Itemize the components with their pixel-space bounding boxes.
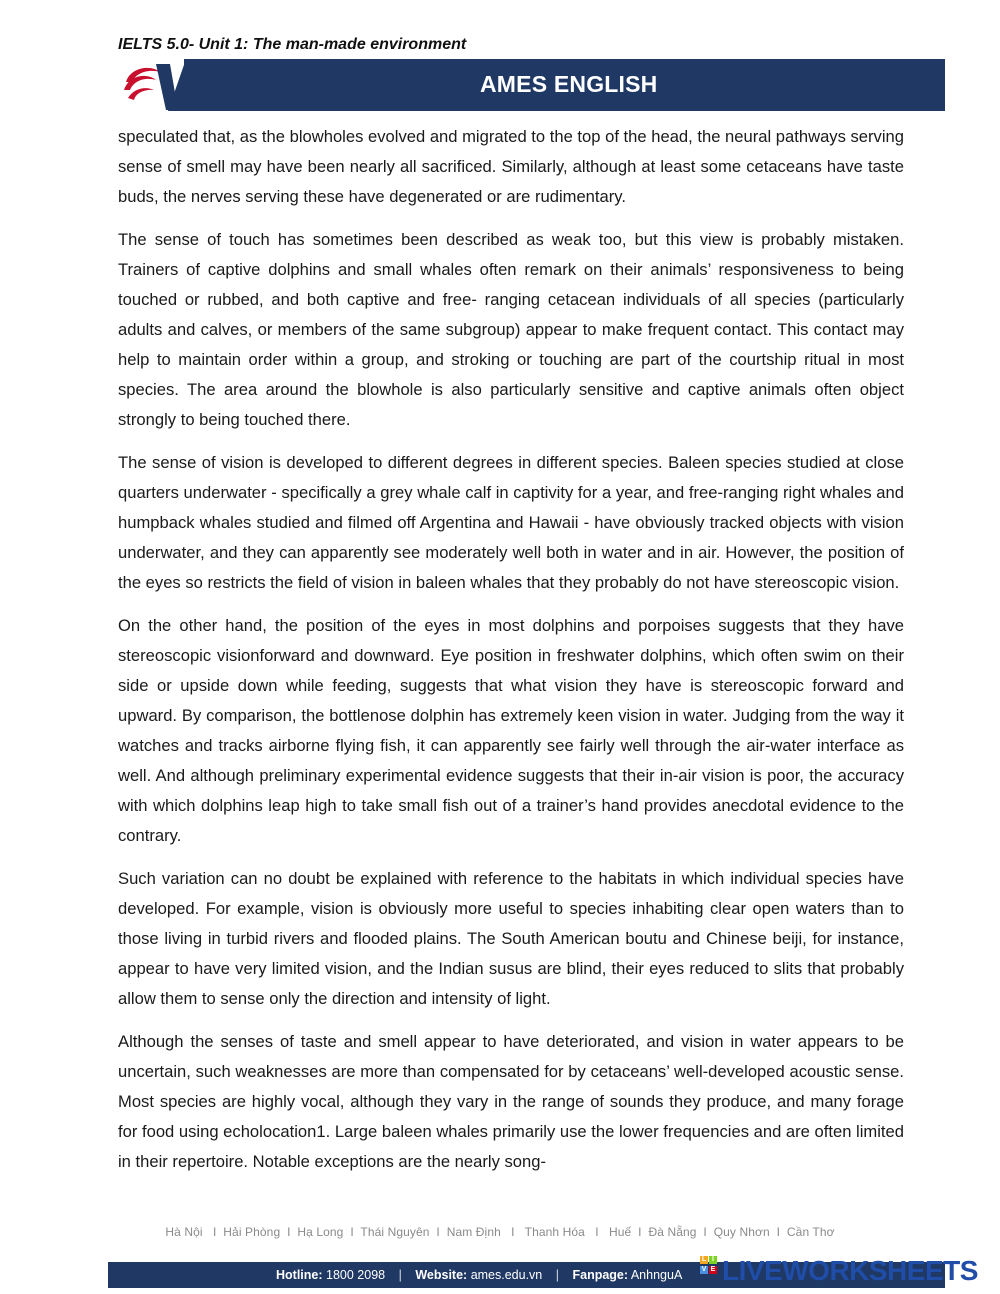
fanpage-link[interactable]: AnhnguA bbox=[630, 1268, 683, 1282]
paragraph: The sense of touch has sometimes been described as weak too, but this view is probably mistaken. Trainers of captive dolphins and small whales often remark on their animals’ responsiveness to being touched or rubbed, and both captive and free- ranging cetacean individuals of all species (particularly adults and calves, or members of the same subgroup) appear to make frequent contact. This contact may help to maintain order within a group, and stroking or touching are part of the courtship ritual in most species. The area around the blowhole is also particularly sensitive and captive animals often object strongly to being touched there. bbox=[118, 230, 904, 429]
hotline-label: Hotline: bbox=[276, 1268, 323, 1282]
city-list: Hà Nội I Hải Phòng I Hạ Long I Thái Nguyên I Nam Định I Thanh Hóa I Huế I Đà Nẵng I Quy Nhơn I Cần Thơ bbox=[165, 1225, 835, 1239]
paragraph: speculated that, as the blowholes evolved and migrated to the top of the head, the neural pathways serving sense of smell may have been nearly all sacrificed. Similarly, although at least some cetaceans have taste buds, the nerves serving these have degenerated or are rudimentary. bbox=[118, 127, 904, 206]
liveworksheets-badge-icon: L I V E bbox=[701, 1256, 716, 1273]
brand-name: AMES ENGLISH bbox=[480, 71, 658, 97]
paragraph: Such variation can no doubt be explained with reference to the habitats in which individual species have developed. For example, vision is obviously more useful to species inhabiting clear open waters than to those living in turbid rivers and flooded plains. The South American boutu and Chinese beiji, for instance, appear to have very limited vision, and the Indian susus are blind, their eyes reduced to slits that probably allow them to sense only the direction and intensity of light. bbox=[118, 869, 904, 1008]
paragraph: Although the senses of taste and smell appear to have deteriorated, and vision in water appears to be uncertain, such weaknesses are more than compensated for by cetaceans’ well-developed acoustic sense. Most species are highly vocal, although they vary in the range of sounds they produce, and many forage for food using echolocation1. Large baleen whales primarily use the lower frequencies and are often limited in their repertoire. Notable exceptions are the nearly song- bbox=[118, 1032, 904, 1171]
article-body bbox=[118, 122, 904, 1190]
fanpage-label: Fanpage: bbox=[572, 1268, 629, 1282]
footer-bar: Hotline: 1800 2098 | Website: ames.edu.vn | Fanpage: AnhnguA bbox=[108, 1262, 945, 1288]
liveworksheets-watermark bbox=[700, 1253, 990, 1289]
unit-title: IELTS 5.0- Unit 1: The man-made environment bbox=[118, 36, 467, 53]
website-link[interactable]: ames.edu.vn bbox=[470, 1268, 543, 1282]
website-label: Website: bbox=[415, 1268, 468, 1282]
header-banner bbox=[112, 59, 945, 111]
liveworksheets-text: LIVEWORKSHEETS bbox=[722, 1255, 978, 1286]
hotline-number: 1800 2098 bbox=[326, 1268, 386, 1282]
paragraph: On the other hand, the position of the eyes in most dolphins and porpoises suggests that they have stereoscopic visionforward and downward. Eye position in freshwater dolphins, which often swim on their side or upside down while feeding, suggests that what vision they have is stereoscopic forward and upward. By comparison, the bottlenose dolphin has extremely keen vision in water. Judging from the way it watches and tracks airborne flying fish, it can apparently see fairly well through the air-water interface as well. And although preliminary experimental evidence suggests that their in-air vision is poor, the accuracy with which dolphins leap high to take small fish out of a trainer’s hand provides anecdotal evidence to the contrary. bbox=[118, 616, 904, 845]
paragraph: The sense of vision is developed to different degrees in different species. Baleen species studied at close quarters underwater - specifically a grey whale calf in captivity for a year, and free-ranging right whales and humpback whales studied and filmed off Argentina and Hawaii - have obviously tracked objects with vision underwater, and they can apparently see moderately well both in water and in air. However, the position of the eyes so restricts the field of vision in baleen whales that they probably do not have stereoscopic vision. bbox=[118, 453, 904, 592]
